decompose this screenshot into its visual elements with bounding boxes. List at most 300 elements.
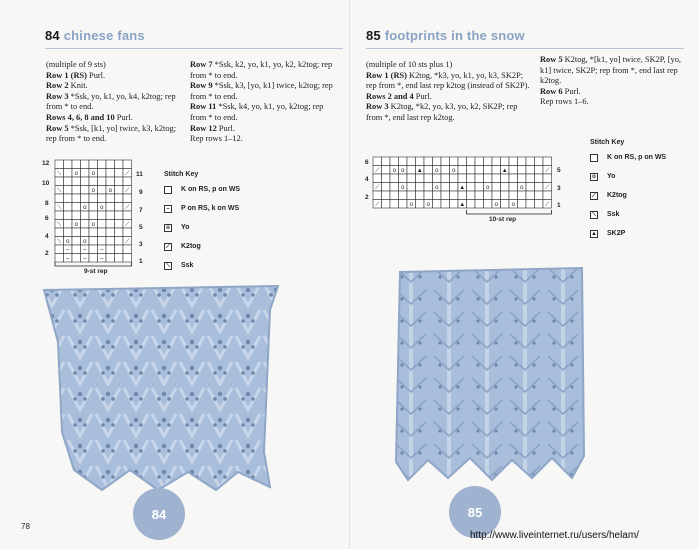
chart-cell	[81, 220, 90, 229]
pattern-badge-84: 84	[133, 488, 185, 540]
row-label: 6	[365, 159, 369, 166]
chart-cell	[424, 157, 433, 166]
row-text: *Ssk, [k1, yo] twice, k3, k2tog; rep from * to end.	[46, 123, 177, 144]
chart-cell	[450, 183, 459, 192]
chart-cell	[433, 191, 442, 200]
chart-symbol: o	[511, 202, 515, 208]
chart-cell	[81, 160, 90, 169]
chart-cell	[424, 166, 433, 175]
row-label: 4	[45, 233, 49, 240]
row-text: (multiple of 10 sts plus 1)	[366, 60, 453, 69]
chart-cell	[72, 211, 81, 220]
chart-cell	[390, 157, 399, 166]
chart-cell	[106, 203, 115, 212]
chart-cell	[526, 200, 535, 209]
chart-cell	[518, 157, 527, 166]
chart-cell	[115, 169, 124, 178]
chart-85	[362, 155, 577, 232]
chart-symbol: ⟋	[125, 171, 130, 177]
chart-cell	[64, 220, 73, 229]
chart-cell	[424, 191, 433, 200]
ssk-box-icon: ⟍	[165, 262, 171, 269]
chart-cell	[492, 183, 501, 192]
chart-cell	[98, 228, 107, 237]
row-text: (multiple of 9 sts)	[46, 60, 106, 69]
chart-cell	[433, 174, 442, 183]
chart-cell	[416, 174, 425, 183]
chart-cell	[467, 174, 476, 183]
chart-cell	[382, 174, 391, 183]
chart-cell	[373, 174, 382, 183]
knit-box-icon	[590, 154, 598, 162]
chart-cell	[81, 228, 90, 237]
stitch-key-84	[164, 171, 240, 279]
chart-cell	[501, 200, 510, 209]
k2tog-box-icon: ⟋	[591, 192, 597, 199]
chart-cell	[89, 228, 98, 237]
chart-cell	[115, 160, 124, 169]
chart-cell	[98, 177, 107, 186]
chart-cell	[458, 157, 467, 166]
chart-symbol: o	[435, 168, 439, 174]
chart-symbol: o	[74, 171, 78, 177]
chart-cell	[492, 191, 501, 200]
rep-label: 9-st rep	[84, 268, 108, 275]
row-label: 11	[136, 171, 143, 178]
chart-cell	[64, 228, 73, 237]
row-label: 12	[42, 160, 50, 167]
chart-cell	[98, 220, 107, 229]
chart-symbol: ⟋	[125, 205, 130, 211]
chart-cell	[123, 194, 132, 203]
chart-cell	[115, 186, 124, 195]
chart-cell	[441, 166, 450, 175]
chart-symbol: ⟋	[545, 202, 550, 208]
chart-cell	[450, 174, 459, 183]
chart-symbol: o	[83, 239, 87, 245]
chart-cell	[450, 191, 459, 200]
instruction-line	[46, 81, 181, 92]
key-label: K on RS, p on WS	[181, 186, 241, 193]
chart-cell	[64, 194, 73, 203]
stitch-key-title: Stitch Key	[164, 171, 199, 178]
instruction-line	[366, 71, 531, 92]
chart-cell	[64, 203, 73, 212]
chart-cell	[115, 228, 124, 237]
yo-box-icon: o	[164, 224, 172, 232]
instruction-line	[46, 124, 181, 145]
instruction-line	[366, 92, 531, 103]
row-label: 1	[139, 258, 143, 265]
pattern-number: 84	[45, 28, 60, 43]
chart-cell	[407, 166, 416, 175]
chart-85-grid	[362, 155, 577, 227]
chart-cell	[390, 183, 399, 192]
chart-cell	[64, 177, 73, 186]
chart-cell	[115, 254, 124, 263]
chart-symbol: o	[401, 168, 405, 174]
row-heading: Row 11	[190, 102, 217, 112]
row-text: Rep rows 1–6.	[540, 97, 589, 107]
chart-cell	[501, 174, 510, 183]
chart-cell	[484, 157, 493, 166]
row-heading: Row 3	[366, 102, 389, 112]
chart-cell	[501, 191, 510, 200]
chart-symbol: ▲	[416, 168, 423, 174]
chart-cell	[441, 191, 450, 200]
chart-cell	[518, 166, 527, 175]
row-label: 6	[45, 215, 49, 222]
chart-symbol: o	[426, 202, 430, 208]
chart-cell	[123, 160, 132, 169]
chart-symbol: ⟍	[57, 239, 62, 245]
pattern-number: 85	[366, 28, 381, 43]
chart-cell	[535, 200, 544, 209]
chart-84-grid	[40, 158, 155, 278]
chart-cell	[441, 157, 450, 166]
chart-symbol: ⟋	[375, 185, 380, 191]
row-text: Purl.	[86, 70, 106, 80]
chart-cell	[72, 203, 81, 212]
chart-cell	[484, 174, 493, 183]
row-text: *Ssk, yo, k1, yo, k4, k2tog; rep from * to end.	[46, 91, 176, 112]
row-text: Purl.	[114, 112, 133, 122]
key-item	[164, 260, 240, 271]
chart-cell	[64, 211, 73, 220]
row-label: 8	[45, 200, 49, 207]
chart-cell	[484, 166, 493, 175]
chart-cell	[106, 160, 115, 169]
row-label: 2	[365, 194, 369, 201]
chart-cell	[475, 174, 484, 183]
key-item	[164, 203, 240, 214]
instruction-line	[46, 60, 181, 71]
key-item	[590, 190, 666, 201]
chart-cell	[526, 157, 535, 166]
chart-cell	[115, 203, 124, 212]
chart-cell	[81, 177, 90, 186]
chart-cell	[501, 157, 510, 166]
chart-cell	[399, 200, 408, 209]
chart-cell	[526, 174, 535, 183]
stitch-key-title: Stitch Key	[590, 139, 625, 146]
watermark-url: http://www.liveinternet.ru/users/helam/	[470, 530, 639, 541]
row-text: Knit.	[68, 81, 88, 91]
chart-cell	[72, 160, 81, 169]
row-text: *Ssk, k2, yo, k1, yo, k2, k2tog; rep from * to end.	[190, 60, 333, 80]
pattern-name: chinese fans	[63, 28, 145, 43]
key-label: SK2P	[607, 230, 626, 237]
instructions-column-2	[540, 55, 688, 108]
chart-symbol: –	[100, 247, 104, 254]
chart-cell	[399, 157, 408, 166]
row-label: 3	[557, 185, 561, 192]
chart-cell	[106, 211, 115, 220]
chart-cell	[115, 211, 124, 220]
chart-symbol: ⟍	[57, 205, 62, 211]
chart-cell	[407, 157, 416, 166]
chart-cell	[399, 174, 408, 183]
chart-cell	[81, 186, 90, 195]
chart-cell	[399, 191, 408, 200]
instruction-line	[46, 71, 181, 82]
chart-cell	[106, 194, 115, 203]
chart-symbol: o	[520, 185, 524, 191]
chart-symbol: ⟍	[57, 171, 62, 177]
chart-cell	[72, 245, 81, 254]
chart-cell	[89, 177, 98, 186]
chart-cell	[484, 200, 493, 209]
chart-symbol: o	[100, 205, 104, 211]
key-item	[590, 209, 666, 220]
chart-symbol: o	[91, 188, 95, 194]
chart-cell	[441, 183, 450, 192]
rep-bracket	[467, 210, 552, 214]
chart-cell	[373, 157, 382, 166]
k2tog-box-icon: ⟋	[165, 243, 171, 250]
chart-symbol: o	[494, 202, 498, 208]
chart-cell	[89, 203, 98, 212]
chart-cell	[526, 166, 535, 175]
chart-cell	[106, 254, 115, 263]
chart-cell	[492, 166, 501, 175]
key-item	[590, 228, 666, 239]
chart-symbol: o	[91, 171, 95, 177]
chart-cell	[123, 228, 132, 237]
chart-cell	[98, 211, 107, 220]
row-heading: Row 1 (RS)	[46, 70, 87, 80]
chart-symbol: ⟋	[375, 202, 380, 208]
chart-cell	[475, 157, 484, 166]
row-heading: Rows 4, 6, 8 and 10	[46, 112, 115, 122]
chart-cell	[484, 191, 493, 200]
chart-cell	[382, 157, 391, 166]
chart-cell	[72, 254, 81, 263]
chart-cell	[64, 186, 73, 195]
chart-symbol: o	[392, 168, 396, 174]
chart-cell	[89, 211, 98, 220]
row-label: 9	[139, 189, 143, 196]
row-text: K2tog, *[k1, yo] twice, SK2P, [yo, k1] twice, SK2P; rep from *, end last rep k2tog.	[540, 55, 681, 86]
instruction-line	[190, 124, 340, 135]
chart-symbol: o	[486, 185, 490, 191]
chart-symbol: ▲	[459, 202, 466, 208]
chart-symbol: o	[409, 202, 413, 208]
key-label: P on RS, k on WS	[181, 205, 240, 212]
row-text: Purl.	[216, 123, 235, 133]
chart-cell	[526, 183, 535, 192]
chart-cell	[106, 237, 115, 246]
chart-cell	[543, 157, 552, 166]
chart-cell	[55, 160, 64, 169]
chart-cell	[450, 157, 459, 166]
key-item	[164, 184, 240, 195]
chart-cell	[407, 191, 416, 200]
chart-cell	[526, 191, 535, 200]
chart-cell	[106, 177, 115, 186]
chart-symbol: ⟋	[125, 188, 130, 194]
chart-cell	[55, 254, 64, 263]
pattern-85-title	[366, 28, 525, 43]
chart-symbol: –	[66, 247, 70, 254]
chart-cell	[106, 169, 115, 178]
instruction-line	[190, 81, 340, 102]
instruction-line	[190, 102, 340, 123]
chart-cell	[89, 194, 98, 203]
chart-cell	[382, 200, 391, 209]
chart-cell	[81, 211, 90, 220]
row-heading: Row 5	[46, 123, 69, 133]
chart-cell	[98, 160, 107, 169]
chart-symbol: o	[108, 188, 112, 194]
chart-cell	[416, 191, 425, 200]
key-label: K2tog	[181, 243, 201, 250]
chart-cell	[55, 245, 64, 254]
row-heading: Row 3	[46, 91, 69, 101]
instruction-line	[540, 87, 688, 98]
chart-symbol: ⟋	[545, 185, 550, 191]
chart-cell	[467, 183, 476, 192]
chart-symbol: o	[91, 222, 95, 228]
chart-cell	[72, 194, 81, 203]
row-label: 1	[557, 202, 561, 209]
chart-cell	[382, 166, 391, 175]
chart-cell	[106, 228, 115, 237]
chart-cell	[535, 191, 544, 200]
chart-cell	[123, 245, 132, 254]
row-heading: Row 5	[540, 55, 563, 64]
chart-cell	[373, 191, 382, 200]
chart-cell	[416, 200, 425, 209]
key-label: Yo	[181, 224, 190, 231]
row-label: 2	[45, 250, 49, 257]
chart-cell	[492, 174, 501, 183]
chart-cell	[475, 166, 484, 175]
chart-cell	[475, 183, 484, 192]
chart-cell	[441, 200, 450, 209]
key-label: K on RS, p on WS	[607, 154, 667, 161]
row-text: Purl.	[562, 86, 581, 96]
title-rule	[45, 48, 343, 49]
chart-cell	[382, 183, 391, 192]
chart-cell	[543, 191, 552, 200]
chart-cell	[407, 183, 416, 192]
row-text: *Ssk, k4, yo, k1, yo, k2tog; rep from * to end.	[190, 102, 324, 122]
title-rule	[366, 48, 684, 49]
row-heading: Rows 2 and 4	[366, 91, 414, 101]
instruction-line	[540, 97, 688, 108]
chart-symbol: ⟋	[125, 239, 130, 245]
chart-cell	[509, 174, 518, 183]
chart-cell	[475, 200, 484, 209]
chart-cell	[535, 157, 544, 166]
chart-cell	[89, 160, 98, 169]
chart-cell	[407, 174, 416, 183]
rep-label: 10-st rep	[489, 216, 517, 223]
chart-cell	[535, 183, 544, 192]
row-heading: Row 2	[46, 81, 69, 91]
row-heading: Row 9	[190, 81, 213, 91]
chart-cell	[441, 174, 450, 183]
chart-cell	[55, 228, 64, 237]
chart-cell	[492, 157, 501, 166]
row-label: 7	[139, 207, 143, 214]
key-label: Ssk	[607, 211, 620, 218]
chart-cell	[81, 194, 90, 203]
row-heading: Row 1 (RS)	[366, 70, 407, 80]
chart-symbol: ⟋	[375, 168, 380, 174]
key-label: Ssk	[181, 262, 194, 269]
chart-cell	[89, 254, 98, 263]
chart-cell	[433, 200, 442, 209]
chart-cell	[98, 194, 107, 203]
instruction-line	[190, 60, 340, 81]
chart-cell	[115, 220, 124, 229]
chart-symbol: ▲	[501, 168, 508, 174]
chart-cell	[81, 169, 90, 178]
chart-cell	[467, 200, 476, 209]
row-heading: Row 12	[190, 123, 217, 133]
row-text: K2tog, *k3, yo, k1, yo, k3, SK2P; rep from *, end last rep k2tog (instead of SK2P).	[366, 70, 530, 91]
chart-symbol: ⟋	[545, 168, 550, 174]
chart-cell	[535, 166, 544, 175]
chart-cell	[416, 157, 425, 166]
chart-cell	[467, 157, 476, 166]
instruction-line	[366, 60, 531, 71]
chart-cell	[535, 174, 544, 183]
chart-cell	[475, 191, 484, 200]
chart-symbol: ▲	[459, 185, 466, 191]
chart-symbol: –	[83, 247, 87, 254]
chart-cell	[450, 200, 459, 209]
chart-cell	[390, 191, 399, 200]
chart-cell	[72, 228, 81, 237]
chart-cell	[123, 211, 132, 220]
page-number: 78	[21, 522, 30, 531]
key-label: Yo	[607, 173, 616, 180]
chart-cell	[89, 237, 98, 246]
chart-symbol: ⟍	[57, 188, 62, 194]
chart-cell	[458, 174, 467, 183]
key-item	[590, 152, 666, 163]
instruction-line	[190, 134, 340, 145]
chart-symbol: ⟍	[57, 222, 62, 228]
key-item	[590, 171, 666, 182]
chart-cell	[467, 191, 476, 200]
instructions-column-2	[190, 60, 340, 145]
chart-cell	[509, 157, 518, 166]
chart-cell	[382, 191, 391, 200]
chart-cell	[518, 200, 527, 209]
key-label: K2tog	[607, 192, 627, 199]
instruction-line	[46, 113, 181, 124]
chart-symbol: o	[83, 205, 87, 211]
chart-cell	[467, 166, 476, 175]
chart-cell	[115, 245, 124, 254]
chart-cell	[72, 237, 81, 246]
chart-cell	[55, 177, 64, 186]
pattern-badge-85: 85	[449, 486, 501, 538]
instructions-column-1	[366, 60, 531, 124]
chart-symbol: –	[83, 256, 87, 262]
pattern-84-title	[45, 28, 145, 43]
chart-cell	[424, 183, 433, 192]
knit-box-icon	[164, 186, 172, 194]
sk2p-box-icon: ▲	[591, 230, 597, 237]
chart-cell	[509, 191, 518, 200]
instruction-line	[540, 55, 688, 87]
yo-box-icon: o	[590, 173, 598, 181]
